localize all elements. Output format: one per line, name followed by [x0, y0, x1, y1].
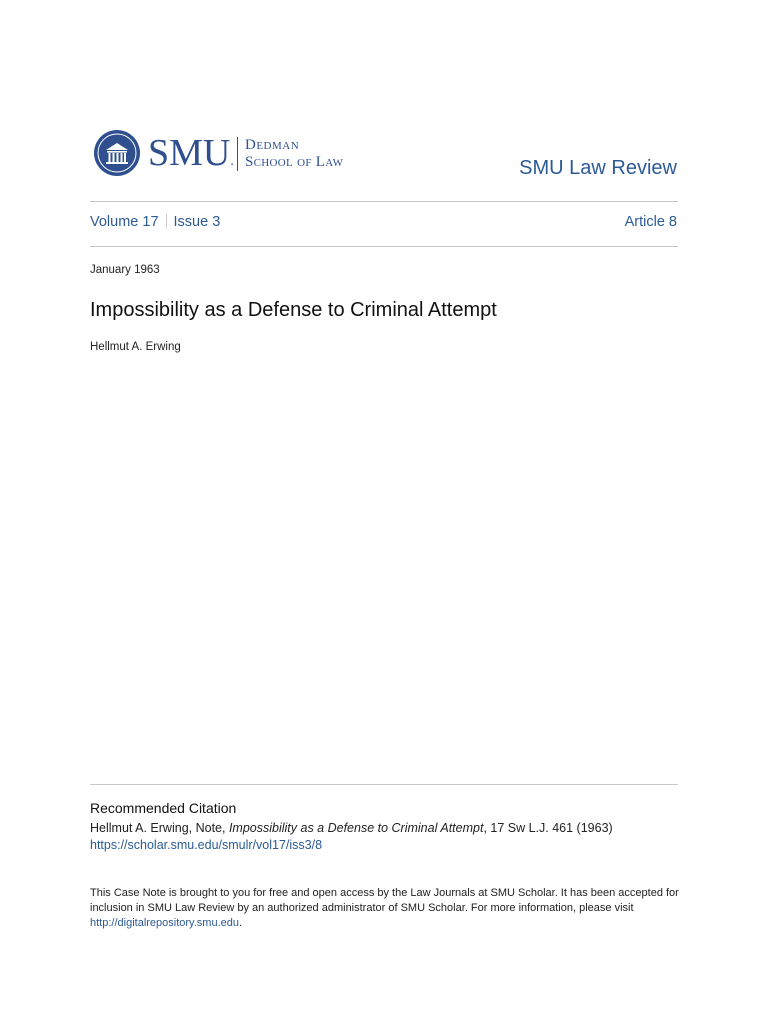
- access-notice: This Case Note is brought to you for free and open access by the Law Journals at SMU Scholar. It has been accepted for inclusion in SMU Law Review by an authorized administrator of SMU Scholar. For more information, please visit http://digitalrepository.smu.edu.: [90, 887, 679, 929]
- article-number-link[interactable]: Article 8: [624, 214, 677, 230]
- citation-text: Hellmut A. Erwing, Note, Impossibility as a Defense to Criminal Attempt, 17 Sw L.J. 461 (1963): [90, 821, 613, 835]
- logo-dedman: Dedman: [245, 137, 300, 153]
- volume-link[interactable]: Volume 17: [90, 214, 159, 230]
- recommended-citation-heading: Recommended Citation: [90, 800, 237, 816]
- article-title: Impossibility as a Defense to Criminal Attempt: [90, 299, 497, 321]
- logo-divider: [237, 137, 238, 171]
- issue-divider: [90, 246, 678, 247]
- repository-link[interactable]: http://digitalrepository.smu.edu: [90, 917, 239, 929]
- publication-date: January 1963: [90, 264, 160, 276]
- smu-dedman-logo: [93, 127, 363, 181]
- article-author: Hellmut A. Erwing: [90, 341, 181, 353]
- issue-breadcrumb: [90, 214, 220, 230]
- citation-url-link[interactable]: https://scholar.smu.edu/smulr/vol17/iss3/8: [90, 838, 323, 852]
- issue-link[interactable]: Issue 3: [173, 214, 221, 230]
- citation-title: Impossibility as a Defense to Criminal Attempt: [228, 821, 484, 835]
- logo-school-of-law: School of Law: [245, 154, 344, 170]
- top-divider: [90, 201, 678, 202]
- seal-icon: [93, 129, 141, 177]
- breadcrumb-separator: [166, 214, 167, 228]
- journal-name-link[interactable]: SMU Law Review: [519, 157, 677, 179]
- citation-divider: [90, 784, 678, 785]
- smu-wordmark: SMU.: [148, 132, 234, 174]
